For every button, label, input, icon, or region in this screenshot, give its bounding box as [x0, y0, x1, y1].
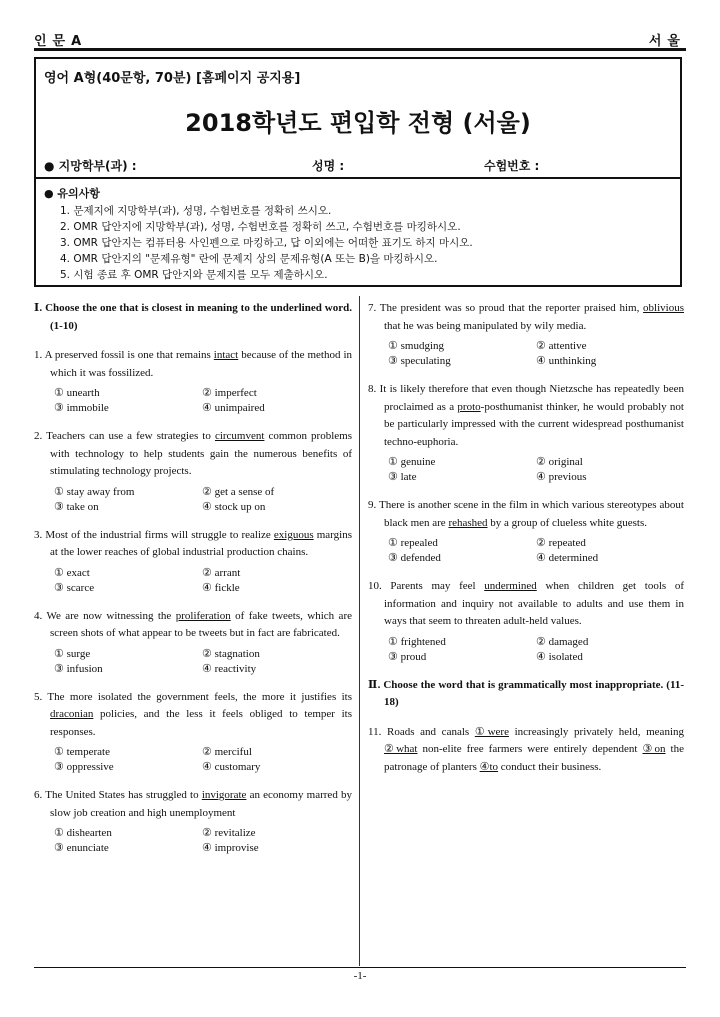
option: ③ speculating: [388, 355, 451, 367]
marked-word: ③on: [642, 743, 666, 755]
column-divider: [359, 296, 360, 966]
question-5: 5. The more isolated the government feels, the more it justifies its draconian policies, and the less it feels obliged to temper its responses. ① temperate ② merciful ③ oppressive ④ customary: [34, 690, 352, 773]
underlined-word: undermined: [484, 580, 537, 592]
underlined-word: intact: [213, 349, 239, 361]
page-number: -1-: [353, 970, 367, 982]
field-name: 성명 :: [312, 159, 345, 173]
option: ① smudging: [388, 340, 445, 352]
option: ① unearth: [54, 387, 100, 399]
notice-item: 3. OMR 답안지는 컴퓨터용 사인펜으로 마킹하고, 답 이외에는 어떠한 표기도 하지 마시오.: [60, 237, 473, 249]
option: ② revitalize: [202, 827, 256, 839]
answer-options: [368, 536, 684, 566]
option: ④ reactivity: [202, 662, 257, 675]
notice-item: 4. OMR 답안지의 "문제유형" 란에 문제지 상의 문제유형(A 또는 B)을 마킹하시오.: [60, 253, 438, 265]
underlined-word: circumvent: [214, 430, 265, 442]
underlined-word: proto: [457, 400, 481, 413]
option: ① stay away from: [54, 485, 135, 498]
question-6: 6. The United States has struggled to invigorate an economy marred by slow job creation and high unemployment ① dishearten ② revitalize ③ enunciate ④ improvise: [34, 789, 352, 854]
question-11: 11. Roads and canals ①were increasingly privately held, meaning ②what non-elite free farmers were entirely dependent ③on the patronage of planters ④to conduct their business.: [368, 725, 685, 773]
underlined-word: oblivious: [643, 302, 684, 314]
option: ① dishearten: [54, 827, 112, 839]
answer-options: [368, 635, 684, 665]
answer-options: [34, 386, 352, 416]
field-exam-number: 수험번호 :: [484, 159, 540, 173]
question-10: 10. Parents may feel undermined when children get tools of information and inquiry not available to adults and use them in ways that seem to threaten adult-held values. ① frightened ② damaged ③ proud ④ isolated: [368, 580, 684, 663]
question-7: 7. The president was so proud that the reporter praised him, oblivious that he was being manipulated by wily media. ① smudging ② attentive ③ speculating ④ unthinking: [368, 302, 684, 367]
option: ④ isolated: [536, 650, 583, 663]
answer-options: [34, 826, 352, 856]
option: ③ proud: [388, 650, 427, 663]
header-campus: 서울: [648, 34, 686, 49]
option: ③ immobile: [54, 402, 109, 414]
underlined-word: rehashed: [448, 516, 488, 529]
option: ① genuine: [388, 456, 436, 468]
question-4: 4. We are now witnessing the proliferation of fake tweets, which are screen shots of what appear to be tweets but in fact are fabricated. ① surge ② stagnation ③ infusion ④ reactivity: [34, 609, 352, 675]
answer-options: [34, 566, 352, 596]
option: ② damaged: [536, 635, 589, 648]
exam-title: 2018학년도 편입학 전형 (서울): [185, 109, 531, 137]
option: ② imperfect: [202, 387, 257, 399]
underlined-word: draconian: [50, 708, 94, 720]
option: ④ customary: [202, 761, 261, 773]
option: ③ scarce: [54, 581, 95, 594]
marked-word: ④to: [479, 760, 499, 773]
option: ① repealed: [388, 537, 438, 549]
option: ① surge: [54, 647, 91, 660]
option: ② repeated: [536, 537, 586, 549]
option: ④ unimpaired: [202, 402, 265, 414]
footer-rule: [34, 967, 686, 968]
field-department: ● 지망학부(과) :: [44, 159, 137, 173]
header-rule: [34, 48, 686, 51]
header-box-separator: [36, 177, 680, 179]
question-3: 3. Most of the industrial firms will struggle to realize exiguous margins at the lower reaches of global industrial production chains. ① exact ② arrant ③ scarce ④ fickle: [34, 528, 352, 594]
option: ③ oppressive: [54, 761, 114, 773]
header-category: 인문A: [34, 34, 88, 49]
notice-item: 2. OMR 답안지에 지망학부(과), 성명, 수험번호를 정확히 쓰고, 수험번호를 마킹하시오.: [60, 221, 461, 233]
option: ② get a sense of: [202, 485, 275, 498]
option: ③ enunciate: [54, 842, 109, 854]
question-2: 2. Teachers can use a few strategies to circumvent common problems with technology to help students gain the numerous benefits of stimulating technology projects. ① stay away from ② get a sense of ③ take on ④ stock up on: [34, 430, 352, 513]
option: ③ infusion: [54, 662, 103, 675]
option: ① temperate: [54, 746, 110, 758]
exam-info-box: [34, 57, 682, 287]
answer-options: [34, 647, 352, 677]
option: ② stagnation: [202, 647, 260, 660]
section-1-instruction: Ⅰ. Choose the one that is closest in meaning to the underlined word. (1-10): [34, 302, 352, 332]
option: ① exact: [54, 566, 90, 579]
option: ② attentive: [536, 340, 587, 352]
notice-list: [60, 203, 473, 283]
option: ④ previous: [536, 471, 587, 483]
answer-options: [368, 339, 684, 369]
left-column: [34, 300, 352, 868]
option: ④ improvise: [202, 842, 259, 854]
answer-options: [34, 745, 352, 775]
question-1: 1. A preserved fossil is one that remains intact because of the method in which it was fossilized. ① unearth ② imperfect ③ immobile ④ unimpaired: [34, 349, 352, 414]
candidate-fields: [44, 157, 672, 175]
marked-word: ②what: [384, 743, 418, 755]
marked-word: ①were: [474, 725, 509, 738]
option: ③ late: [388, 471, 417, 483]
question-8: 8. It is likely therefore that even though Nietzsche has repeatedly been proclaimed as a proto-posthumanist thinker, he would probably not be particularly impressed with the current widespread posthumanist techno-euphoria. ① genuine ② original ③ late ④ previous: [368, 383, 684, 483]
page-header-bar: [34, 30, 686, 48]
option: ④ determined: [536, 552, 599, 564]
notice-title: ● 유의사항: [44, 187, 100, 200]
underlined-word: invigorate: [201, 789, 247, 801]
option: ③ take on: [54, 500, 99, 513]
answer-options: [368, 455, 684, 485]
option: ② arrant: [202, 566, 241, 579]
question-9: 9. There is another scene in the film in which various stereotypes about black men are rehashed by a group of clueless white guests. ① repealed ② repeated ③ defended ④ determined: [368, 499, 684, 564]
notice-item: 5. 시험 종료 후 OMR 답안지와 문제지를 모두 제출하시오.: [60, 269, 328, 281]
option: ④ unthinking: [536, 355, 597, 367]
section-2-instruction: Ⅱ. Choose the word that is grammatically most inappropriate. (11-18): [368, 678, 684, 708]
option: ④ stock up on: [202, 500, 266, 513]
answer-options: [34, 485, 352, 515]
option: ④ fickle: [202, 581, 240, 594]
right-column: [368, 300, 684, 788]
notice-item: 1. 문제지에 지망학부(과), 성명, 수험번호를 정확히 쓰시오.: [60, 205, 332, 217]
option: ① frightened: [388, 635, 446, 648]
option: ② merciful: [202, 746, 252, 758]
underlined-word: exiguous: [273, 528, 314, 541]
exam-type-line: 영어 A형(40문항, 70분) [홈페이지 공지용]: [44, 71, 301, 86]
underlined-word: proliferation: [175, 609, 231, 622]
option: ② original: [536, 456, 583, 468]
option: ③ defended: [388, 552, 441, 564]
